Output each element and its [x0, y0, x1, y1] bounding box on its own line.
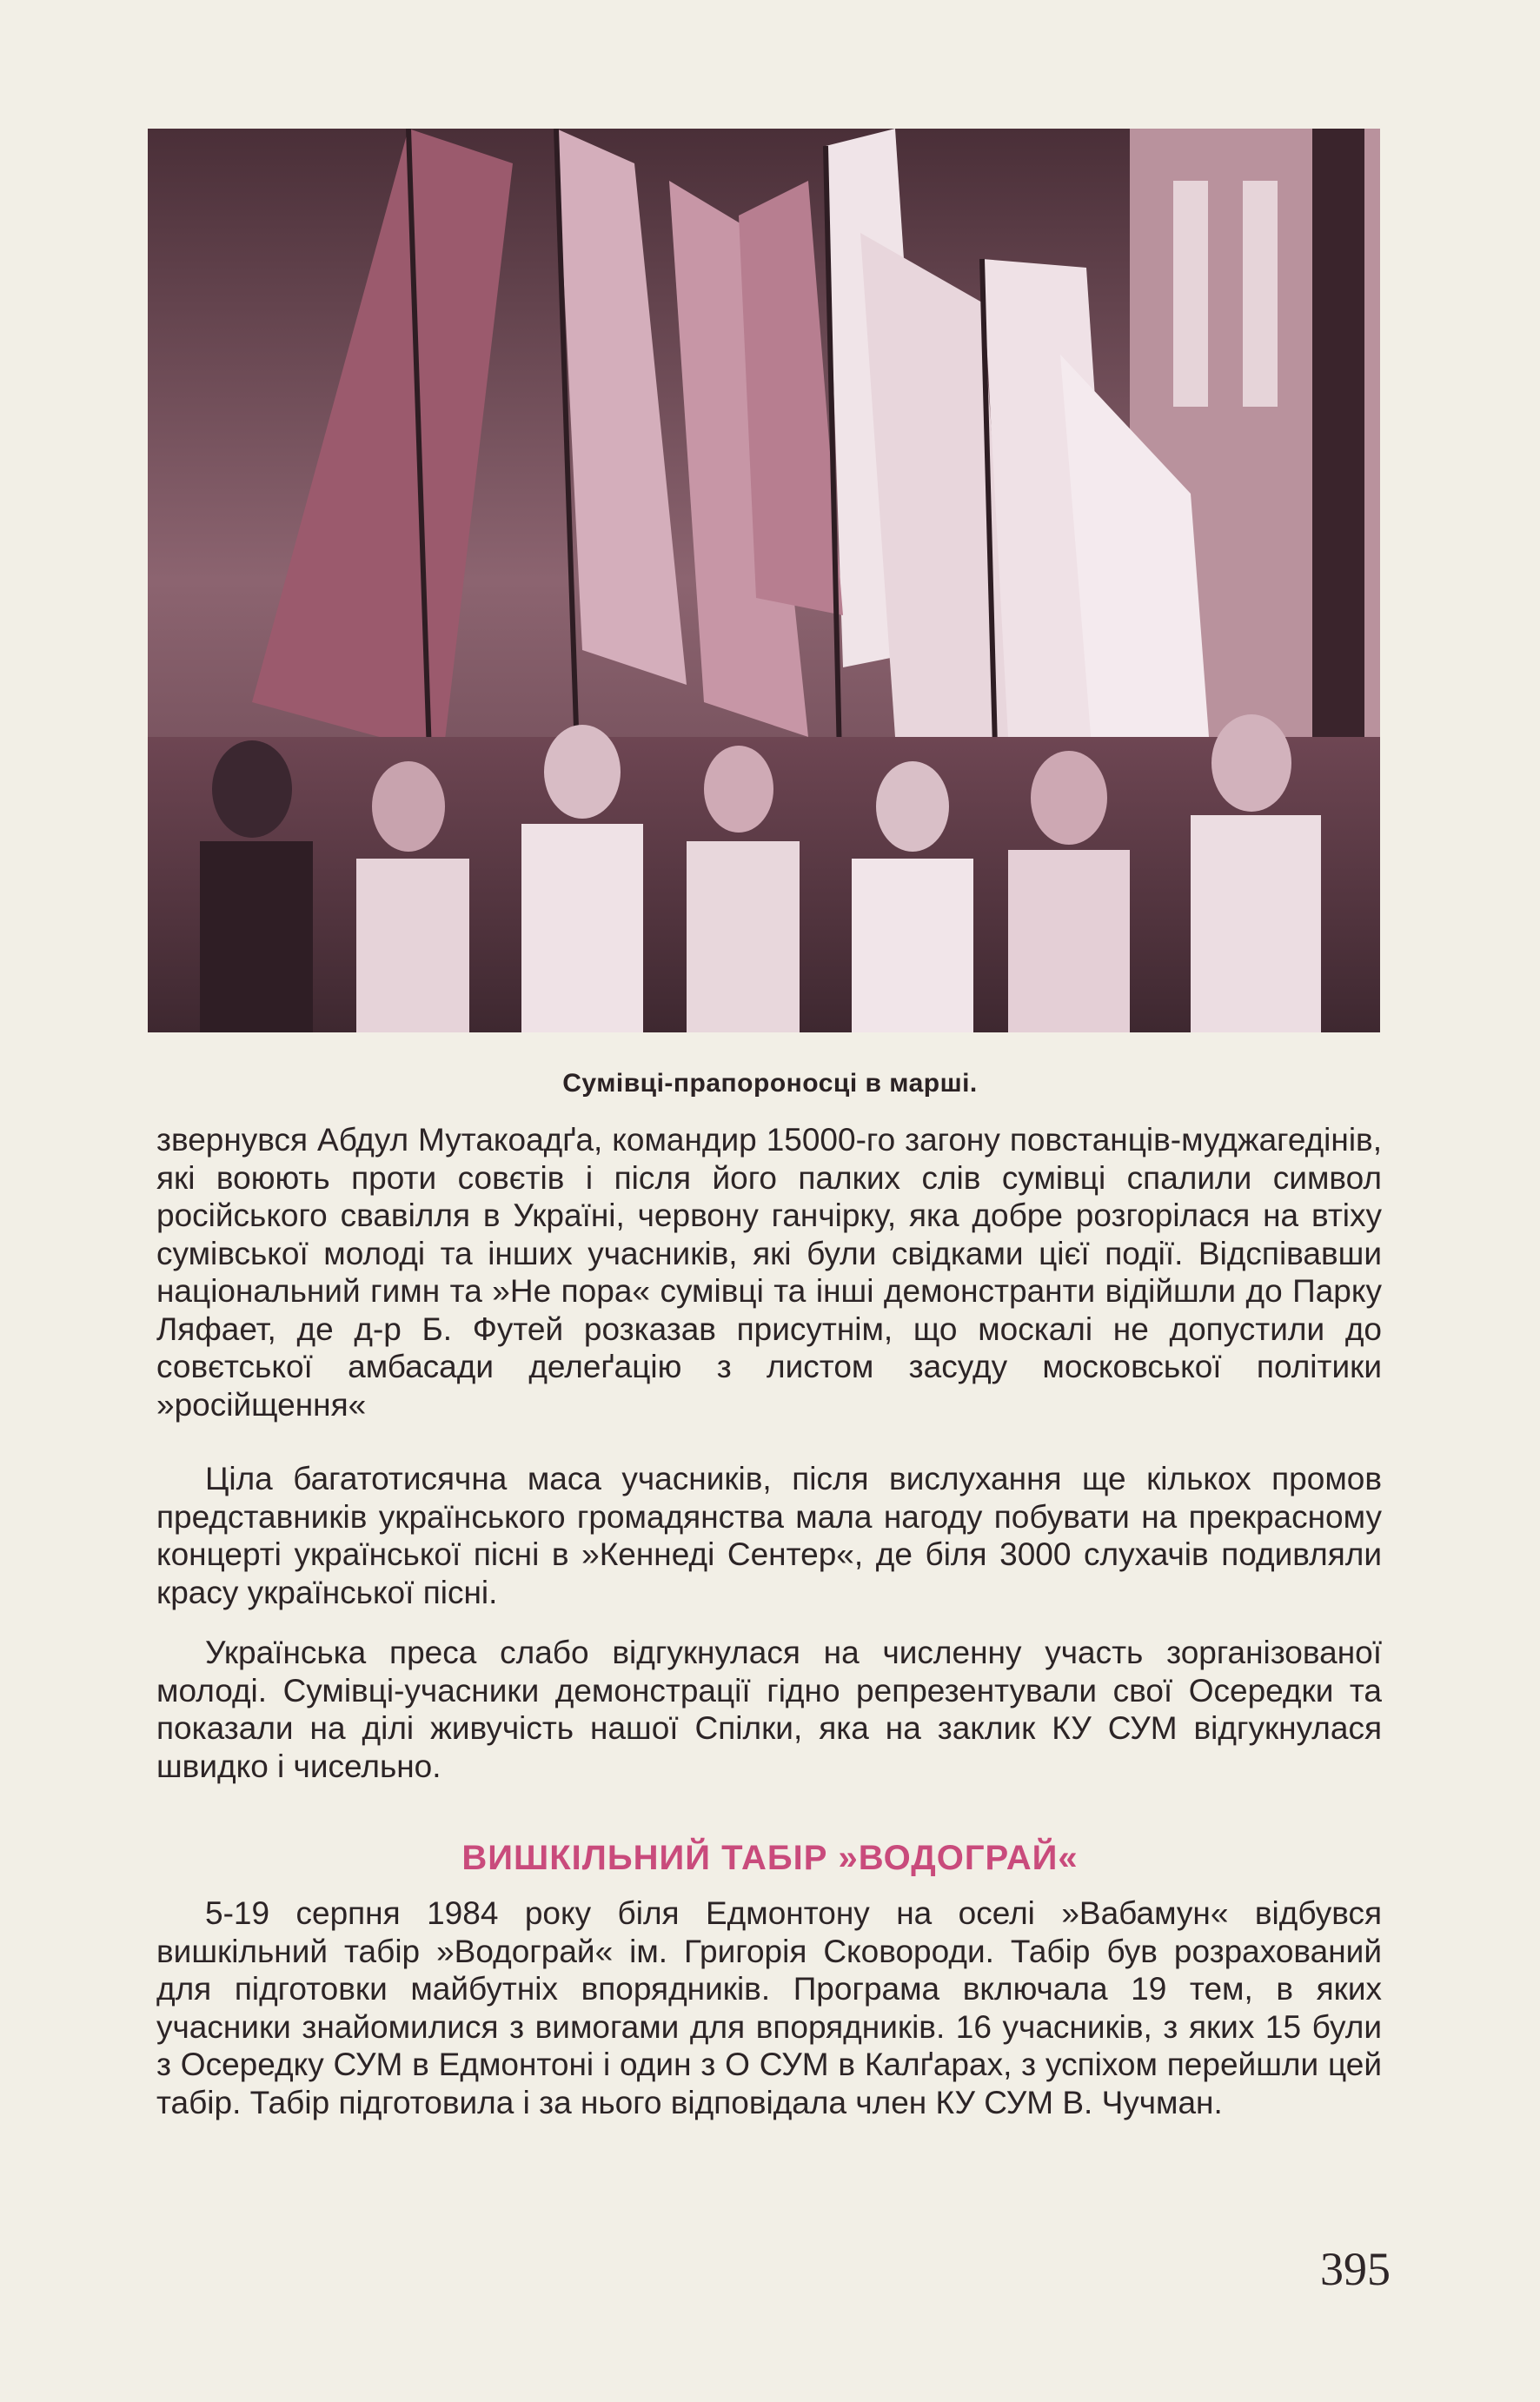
paragraph-1 — [156, 1121, 1382, 1423]
paragraph-4 — [156, 1894, 1382, 2121]
paragraph-3 — [156, 1634, 1382, 1785]
page-number: 395 — [1320, 2243, 1391, 2295]
photo-caption: Сумівці-прапороносці в марші. — [562, 1069, 978, 1098]
paragraph-4-text: 5-19 серпня 1984 року біля Едмонтону на оселі »Вабамун« відбувся вишкільний табір »Водограй« ім. Григорія Сковороди. Табір був розрахований для підготовки майбутніх впорядників. Програма включала 19 тем, в яких учасники знайомилися з вимогами для впорядників. 16 учасників, з яких 15 були з Осередку СУМ в Едмонтоні і один з О СУМ в Калґарах, з успіхом перейшли цей табір. Табір підготовила і за нього відповідала член КУ СУМ В. Чучман. — [156, 1895, 1382, 2120]
photo-illustration — [148, 129, 1380, 1032]
paragraph-2-text: Ціла багатотисячна маса учасників, після вислухання ще кількох промов представників українського громадянства мала нагоду побувати на прекрасному концерті української пісні в »Кеннеді Сентер«, де біля 3000 слухачів подивляли красу української пісні. — [156, 1461, 1382, 1610]
section-heading: ВИШКІЛЬНИЙ ТАБІР »ВОДОГРАЙ« — [461, 1839, 1079, 1877]
paragraph-2 — [156, 1460, 1382, 1611]
flag-bearers-photo — [148, 129, 1380, 1032]
paragraph-1-text: звернувся Абдул Мутакоадґа, командир 15000-го загону повстанців-муджагедінів, які воюють проти совєтів і після його палких слів сумівці спалили символ російського свавілля в Україні, червону ганчірку, яка добре розгорілася на втіху сумівської молоді та інших учасників, які були свідками цієї події. Відспівавши національний гимн та »Не пора« сумівці та інші демонстранти відійшли до Парку Ляфает, де д-р Б. Футей розказав присутнім, що москалі не допустили до совєтської амбасади делеґацію з листом засуду московської політики »російщення« — [156, 1122, 1382, 1423]
paragraph-3-text: Українська преса слабо відгукнулася на численну участь зорганізованої молоді. Сумівці-учасники демонстрації гідно репрезентували свої Осередки та показали на ділі живучість нашої Спілки, яка на заклик КУ СУМ відгукнулася швидко і чисельно. — [156, 1635, 1382, 1784]
